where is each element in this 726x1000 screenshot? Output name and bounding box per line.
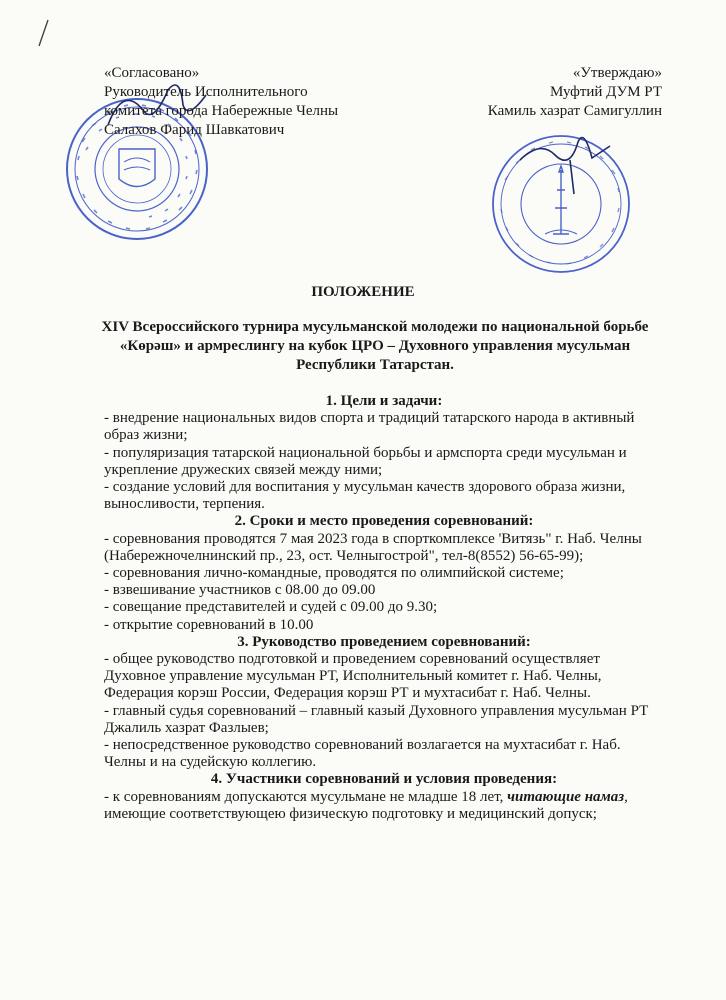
list-item: - совещание представителей и судей с 09.00 до 9.30; bbox=[104, 599, 438, 616]
document-title: ПОЛОЖЕНИЕ bbox=[311, 284, 415, 300]
section-heading: 4. Участники соревнований и условия проведения: bbox=[210, 771, 558, 788]
list-item: - популяризация татарской национальной борьбы и армспорта среди мусульман и укрепление дружеских связей между ними; bbox=[104, 444, 627, 478]
list-item: - главный судья соревнований – главный казый Духовного управления мусульман РТ Джалиль хазрат Фазлыев; bbox=[104, 702, 649, 736]
emphasis-text: читающие намаз bbox=[507, 788, 625, 805]
list-item: - внедрение национальных видов спорта и традиций татарского народа в активный образ жизни; bbox=[104, 410, 635, 444]
list-item: - открытие соревнований в 10.00 bbox=[104, 616, 314, 633]
approved-label: «Согласовано» bbox=[104, 65, 200, 81]
list-item: - соревнования проводятся 7 мая 2023 года в спорткомплексе 'Витязь" г. Наб. Челны (Набережночелнинский пр., 23, ост. Челныгострой", тел-8(8552) 56-65-99); bbox=[104, 530, 642, 564]
position-line: Муфтий ДУМ РТ bbox=[550, 84, 662, 100]
section-heading: 3. Руководство проведением соревнований: bbox=[237, 633, 531, 650]
approved-label: «Утверждаю» bbox=[572, 65, 662, 81]
list-item: - взвешивание участников с 08.00 до 09.00 bbox=[104, 582, 376, 599]
signatory-name: Салахов Фарид Шавкатович bbox=[104, 122, 285, 138]
signature-right bbox=[500, 130, 630, 200]
list-item-text: - к соревнованиям допускаются мусульмане не младше 18 лет, bbox=[104, 788, 508, 805]
position-line: комитета города Набережные Челны bbox=[104, 103, 339, 119]
approval-block-left bbox=[104, 64, 338, 140]
list-item: - создание условий для воспитания у мусульман качеств здорового образа жизни, выносливости, терпения. bbox=[104, 479, 626, 513]
list-item: - общее руководство подготовкой и проведением соревнований осуществляет Духовное управление мусульман РТ, Исполнительный комитет г. Наб. Челны, Федерация корэш России, Федерация корэш РТ и мухтасибат г. Наб. Челны. bbox=[104, 651, 602, 702]
list-item: - соревнования лично-командные, проводятся по олимпийской системе; bbox=[104, 565, 564, 582]
pen-mark bbox=[36, 18, 50, 48]
section-heading: 1. Цели и задачи: bbox=[325, 393, 443, 409]
list-item-text: , имеющие соответствующею физическую подготовку и медицинский допуск; bbox=[104, 788, 628, 822]
list-item bbox=[104, 789, 664, 823]
section-heading: 2. Сроки и место проведения соревнований: bbox=[234, 513, 534, 530]
signatory-name: Камиль хазрат Самигуллин bbox=[487, 103, 662, 119]
document-body bbox=[104, 393, 664, 823]
list-item: - непосредственное руководство соревнований возлагается на мухтасибат г. Наб. Челны и на судейскую коллегию. bbox=[104, 737, 621, 771]
position-line: Руководитель Исполнительного bbox=[104, 84, 308, 100]
approval-block-right bbox=[488, 64, 662, 121]
document-subtitle: XIV Всероссийского турнира мусульманской молодежи по национальной борьбе «Көрәш» и армреслингу на кубок ЦРО – Духовного управления мусульман Республики Татарстан. bbox=[101, 319, 649, 373]
